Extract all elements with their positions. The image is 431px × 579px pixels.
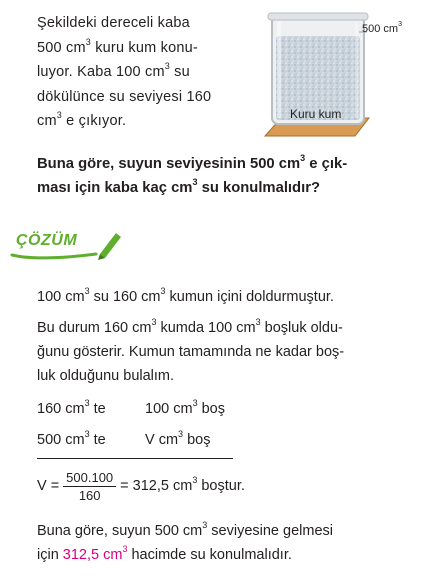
fraction-denominator: 160 <box>78 487 101 503</box>
beaker-rim <box>268 13 368 20</box>
solution-line: luk olduğunu bulalım. <box>37 368 175 384</box>
proportion-row-2-right: V $cm^3$ boş <box>145 429 211 448</box>
conclusion-line: için 312,5 $cm^3$ hacimde su konulmalıdır. <box>37 544 292 563</box>
solution-paragraph <box>37 316 419 388</box>
pencil-icon <box>98 233 121 260</box>
conclusion-line: Buna göre, suyun 500 $cm^3$ seviyesine gelmesi <box>37 520 333 539</box>
solution-badge <box>8 230 128 260</box>
equation-variable: V = <box>37 478 60 494</box>
intro-line: 500 $cm^3$ kuru kum konu- <box>37 36 198 56</box>
proportion-row-1: 160 $cm^3$ te <box>37 398 106 417</box>
beaker-label: Kuru kum <box>290 107 342 121</box>
proportion-row-1-right: 100 $cm^3$ boş <box>145 398 225 417</box>
intro-line: Şekildeki dereceli kaba <box>37 15 190 31</box>
solution-line: ğunu gösterir. Kumun tamamında ne kadar boş- <box>37 344 345 360</box>
intro-line: $cm^3$ e çıkıyor. <box>37 110 127 129</box>
solution-line: Bu durum 160 $cm^3$ kumda 100 $cm^3$ boşluk oldu- <box>37 317 343 336</box>
fraction-numerator: 500.100 <box>63 470 116 487</box>
volume-mark-label: 500 $cm^3$ <box>362 21 402 35</box>
solution-badge-label: ÇÖZÜM <box>16 232 78 249</box>
beaker-figure <box>255 8 425 143</box>
equation-fraction <box>63 470 116 503</box>
equation <box>37 465 245 507</box>
question-text <box>37 152 419 200</box>
answer-value: 312,5 $cm^3$ <box>62 544 128 563</box>
proportion-divider <box>37 458 233 459</box>
proportion-row-2: 500 $cm^3$ te <box>37 429 106 448</box>
intro-line: dökülünce su seviyesi 160 <box>37 88 212 105</box>
equation-result: = 312,5 $cm^3$ boştur. <box>120 475 245 494</box>
solution-line-1: 100 $cm^3$ su 160 $cm^3$ kumun içini doldurmuştur. <box>37 286 334 305</box>
conclusion-paragraph <box>37 519 419 567</box>
question-line: ması için kaba kaç $cm^3$ su konulmalıdır? <box>37 177 320 196</box>
intro-paragraph <box>37 11 247 134</box>
question-line: Buna göre, suyun seviyesinin 500 $cm^3$ e çık- <box>37 153 348 172</box>
intro-line: luyor. Kaba 100 $cm^3$ su <box>37 61 190 80</box>
